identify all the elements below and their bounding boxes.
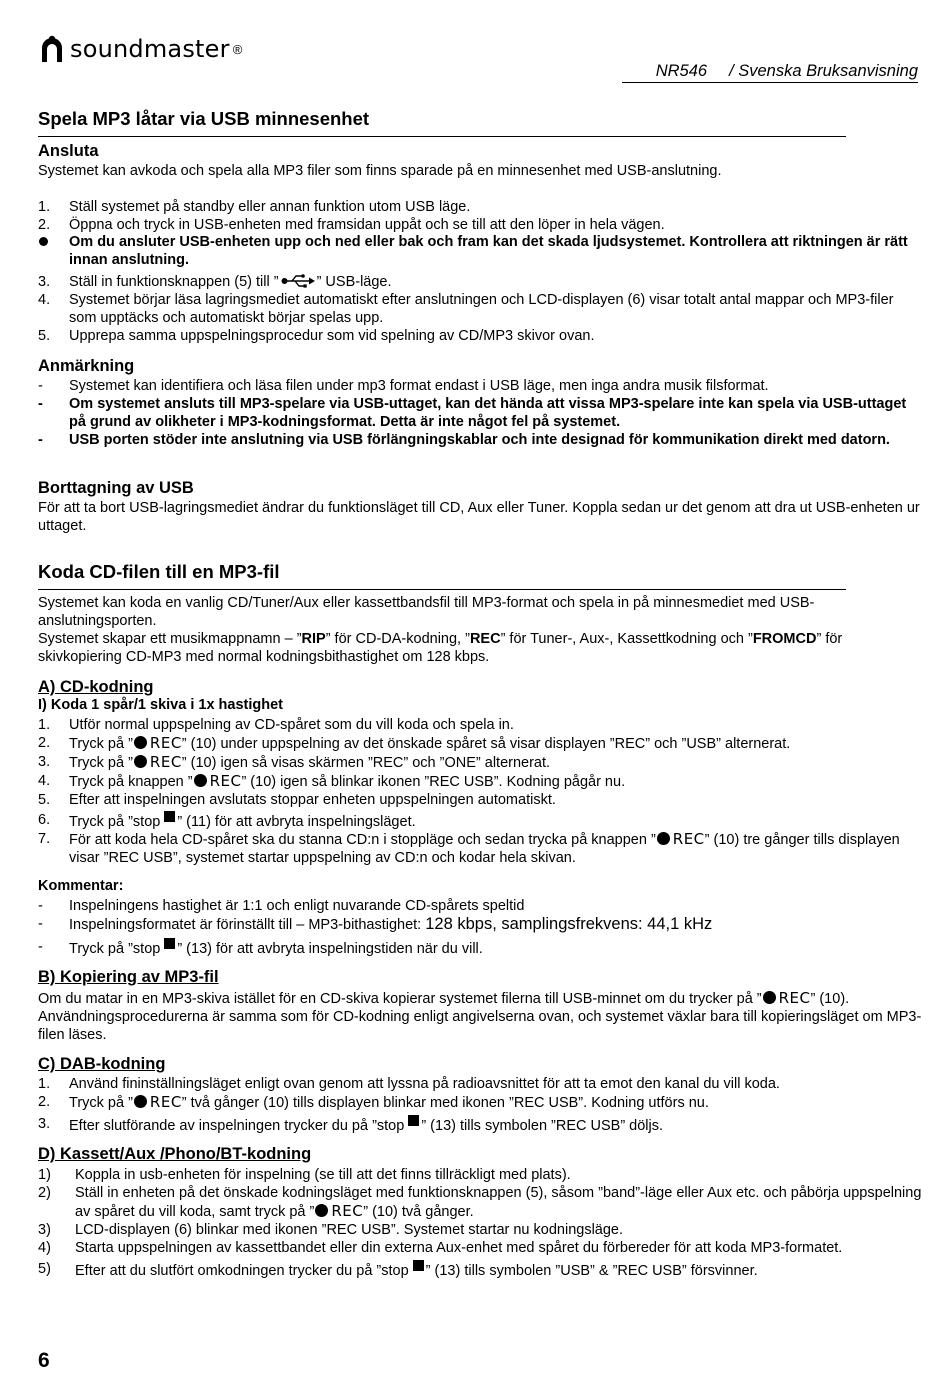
model-number: NR546	[655, 62, 708, 80]
stop-icon	[164, 811, 175, 822]
list-item: 1) Koppla in usb-enheten för inspelning (se till att det finns tillräckligt med plats).	[38, 1167, 571, 1183]
list-item: 1. Använd fininställningsläget enligt ovan genom att lyssna på radioavsnittet för att ta emot den kanal du vill koda.	[38, 1076, 780, 1092]
list-item: - Om systemet ansluts till MP3-spelare via USB-uttaget, kan det hända att vissa MP3-spelare inte kan spela via USB-uttaget på grund av olikheter i MP3-kodningsformat. Detta är inte något fel på systemet.	[38, 396, 907, 430]
borttagning-text: För att ta bort USB-lagringsmediet ändrar du funktionsläget till CD, Aux eller Tuner. Koppla sedan ur det genom att dra ut USB-enheten ur uttaget.	[38, 500, 920, 534]
list-item: 7. För att koda hela CD-spåret ska du stanna CD:n i stoppläge och sedan trycka på knappen ” REC” (10) tre gånger tills displayen visar ”REC USB”, systemet startar uppspelning av CD:n och kodar hela skivan.	[38, 830, 900, 866]
heading-cd-kodning: A) CD-kodning	[38, 678, 154, 696]
registered-mark: ®	[232, 41, 243, 57]
section-title-usb: Spela MP3 låtar via USB minnesenhet	[38, 108, 846, 137]
list-item: 4. Systemet börjar läsa lagringsmediet automatiskt efter anslutningen och LCD-displayen (6) visar totalt antal mappar och MP3-filer som upptäcks och automatiskt börjar spelas upp.	[38, 292, 894, 326]
list-item: 1. Utför normal uppspelning av CD-spåret som du vill koda och spela in.	[38, 717, 514, 733]
brand-name: soundmaster	[70, 35, 230, 63]
koda-intro-2: Systemet skapar ett musikmappnamn – ”RIP” för CD-DA-kodning, ”REC” för Tuner-, Aux-, Kassettkodning och ”FROMCD” för skivkopiering CD-MP3 med normal kodningsbithastighet om 128 kbps.	[38, 631, 843, 665]
bullet-icon	[39, 237, 48, 246]
list-item: 3. Tryck på ” REC” (10) igen så visas skärmen ”REC” och ”ONE” alternerat.	[38, 753, 551, 771]
subheading-koda-1-spar: I) Koda 1 spår/1 skiva i 1x hastighet	[38, 697, 283, 713]
heading-borttagning: Borttagning av USB	[38, 479, 194, 497]
list-item: 2. Tryck på ” REC” två gånger (10) tills displayen blinkar med ikonen ”REC USB”. Kodning utförs nu.	[38, 1093, 709, 1111]
record-dot-icon	[315, 1204, 328, 1217]
soundmaster-logo-icon	[38, 34, 66, 64]
list-item: 2) Ställ in enheten på det önskade kodningsläget med funktionsknappen (5), såsom ”band”-läge eller Aux etc. och påbörja uppspelning av spåret du vill koda, samt tryck på ” REC” (10) två gånger.	[38, 1185, 922, 1220]
heading-anmarkning: Anmärkning	[38, 357, 135, 375]
list-item: - Systemet kan identifiera och läsa filen under mp3 format endast i USB läge, men inga andra musik filsformat.	[38, 378, 769, 394]
list-item: 3. Efter slutförande av inspelningen trycker du på ”stop ” (13) tills symbolen ”REC USB” döljs.	[38, 1116, 664, 1134]
heading-kassett-kodning: D) Kassett/Aux /Phono/BT-kodning	[38, 1145, 312, 1163]
heading-kommentar: Kommentar:	[38, 878, 124, 894]
record-dot-icon	[194, 774, 207, 787]
stop-icon	[164, 938, 175, 949]
ansluta-intro: Systemet kan avkoda och spela alla MP3 filer som finns sparade på en minnesenhet med USB-anslutning.	[38, 163, 722, 179]
record-dot-icon	[134, 736, 147, 749]
list-item: - Inspelningens hastighet är 1:1 och enligt nuvarande CD-spårets speltid	[38, 898, 525, 914]
heading-dab-kodning: C) DAB-kodning	[38, 1055, 166, 1073]
list-item: 1. Ställ systemet på standby eller annan funktion utom USB läge.	[38, 199, 471, 215]
koda-intro-1: Systemet kan koda en vanlig CD/Tuner/Aux eller kassettbandsfil till MP3-format och spela in på minnesmediet med USB-anslutningsporten.	[38, 595, 815, 629]
list-item: - Inspelningsformatet är förinställt till – MP3-bithastighet: 128 kbps, samplingsfrekvens: 44,1 kHz	[38, 915, 713, 933]
list-item: 2. Öppna och tryck in USB-enheten med framsidan uppåt och se till att den löper in hela vägen.	[38, 217, 665, 233]
list-item: 3. Ställ in funktionsknappen (5) till ” ” USB-läge.	[38, 274, 392, 290]
section-title-koda: Koda CD-filen till en MP3-fil	[38, 561, 846, 590]
brand-logo	[38, 32, 242, 66]
heading-kopiering: B) Kopiering av MP3-fil	[38, 968, 219, 986]
list-item: - Tryck på ”stop ” (13) för att avbryta inspelningstiden när du vill.	[38, 939, 483, 957]
page-number: 6	[38, 1349, 50, 1372]
document-header	[622, 62, 918, 83]
list-item: - USB porten stöder inte anslutning via USB förlängningskablar och inte designad för kommunikation direkt med datorn.	[38, 432, 890, 448]
list-item: 4) Starta uppspelningen av kassettbandet eller din externa Aux-enhet med spåret du förbereder för att koda MP3-formatet.	[38, 1240, 843, 1256]
record-dot-icon	[763, 991, 776, 1004]
list-item: 4. Tryck på knappen ” REC” (10) igen så blinkar ikonen ”REC USB”. Kodning pågår nu.	[38, 772, 626, 790]
list-item: 6. Tryck på ”stop ” (11) för att avbryta inspelningsläget.	[38, 812, 416, 830]
stop-icon	[413, 1260, 424, 1271]
list-item: 2. Tryck på ” REC” (10) under uppspelning av det önskade spåret så visar displayen ”REC” och ”USB” alternerat.	[38, 734, 791, 752]
record-dot-icon	[134, 755, 147, 768]
kopiering-text: Om du matar in en MP3-skiva istället för en CD-skiva kopierar systemet filerna till USB-minnet om du trycker på ” REC” (10). Användningsprocedurerna är samma som för CD-kodning enligt angivelserna ovan, och systemet växlar bara till kopieringsläget om MP3-filen läses.	[38, 989, 922, 1043]
heading-ansluta: Ansluta	[38, 142, 99, 160]
document-title: / Svenska Bruksanvisning	[729, 62, 918, 80]
list-item: 5. Upprepa samma uppspelningsprocedur som vid spelning av CD/MP3 skivor ovan.	[38, 328, 595, 344]
list-item: 5) Efter att du slutfört omkodningen trycker du på ”stop ” (13) tills symbolen ”USB” & ”REC USB” försvinner.	[38, 1261, 758, 1279]
usb-icon	[281, 274, 315, 288]
record-dot-icon	[657, 832, 670, 845]
list-item: 3) LCD-displayen (6) blinkar med ikonen ”REC USB”. Systemet startar nu kodningsläge.	[38, 1222, 624, 1238]
warning-item: Om du ansluter USB-enheten upp och ned eller bak och fram kan det skada ljudsystemet. Kontrollera att riktningen är rätt innan anslutning.	[38, 233, 923, 269]
stop-icon	[408, 1115, 419, 1126]
list-item: 5. Efter att inspelningen avslutats stoppar enheten uppspelningen automatiskt.	[38, 792, 556, 808]
record-dot-icon	[134, 1095, 147, 1108]
